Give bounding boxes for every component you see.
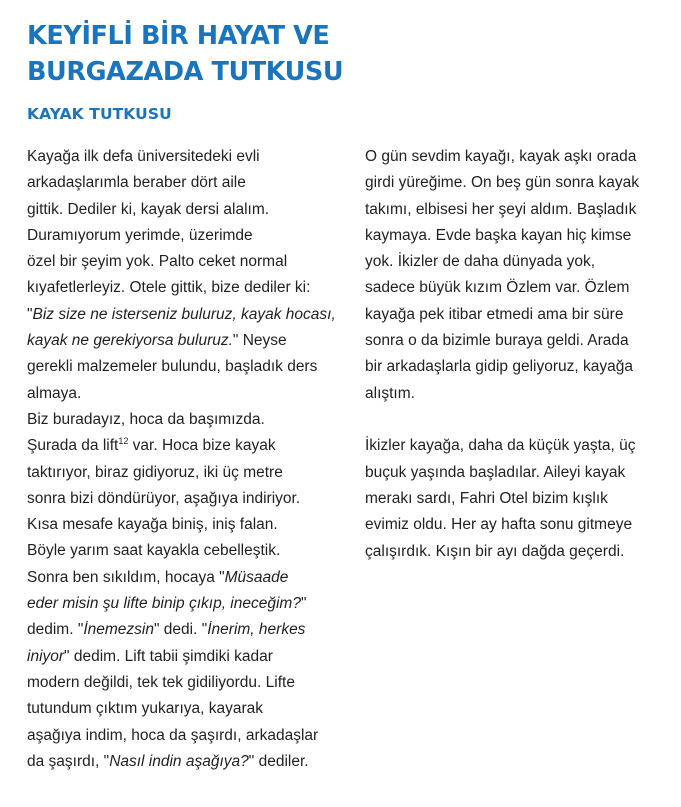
- text-line: taktırıyor, biraz gidiyoruz, iki üç metre: [27, 463, 283, 481]
- text-line: [27, 591, 349, 617]
- left-paragraph: [27, 144, 349, 775]
- text-fragment: " Neyse: [232, 332, 287, 350]
- quote-mark: ": [27, 305, 33, 323]
- text-line: çalışırdık. Kışın bir ayı dağda geçerdi.: [365, 542, 625, 560]
- text-line: Kısa mesafe kayağa biniş, iniş falan.: [27, 516, 278, 534]
- text-line: özel bir şeyim yok. Palto ceket normal: [27, 253, 288, 271]
- footnote-marker: 12: [118, 436, 129, 447]
- text-line: İkizler kayağa, daha da küçük yaşta, üç: [365, 437, 636, 455]
- text-line: Böyle yarım saat kayakla cebelleştik.: [27, 542, 281, 560]
- text-fragment: " dedim. Lift tabii şimdiki kadar: [64, 647, 273, 665]
- text-line: aşağıya indim, hoca da şaşırdı, arkadaşlar: [27, 726, 319, 744]
- text-line: almaya.: [27, 384, 82, 402]
- text-line: yok. İkizler de daha dünyada yok,: [365, 253, 596, 271]
- text-line: sonra bizi döndürüyor, aşağıya indiriyor.: [27, 489, 301, 507]
- text-line: kayağa pek itibar etmedi ama bir süre: [365, 305, 624, 323]
- italic-quote: Nasıl indin aşağıya?: [109, 752, 249, 770]
- text-line: [27, 617, 349, 643]
- right-column: [365, 144, 665, 565]
- text-line: [27, 565, 349, 591]
- chapter-title-line-1: KEYİFLİ BİR HAYAT VE: [27, 21, 330, 51]
- paragraph-gap: [365, 407, 665, 434]
- chapter-title-line-2: BURGAZADA TUTKUSU: [27, 57, 344, 87]
- right-paragraph-1: [365, 144, 665, 407]
- text-line: kıyafetlerleyiz. Otele gittik, bize dediler ki:: [27, 279, 311, 297]
- italic-quote: Biz size ne isterseniz buluruz, kayak hocası,: [32, 305, 336, 323]
- text-line: Biz buradayız, hoca da başımızda.: [27, 410, 265, 428]
- left-column: [27, 144, 349, 775]
- text-line: O gün sevdim kayağı, kayak aşkı orada: [365, 148, 637, 165]
- text-line: bir arkadaşlarla gidip geliyoruz, kayağa: [365, 358, 633, 376]
- text-fragment: dedim. ": [27, 621, 84, 639]
- text-line: tutundum çıktım yukarıya, kayarak: [27, 700, 264, 718]
- text-line: takımı, elbisesi her şeyi aldım. Başladık: [365, 200, 637, 218]
- italic-quote: İnemezsin: [83, 621, 154, 639]
- text-line: girdi yüreğime. On beş gün sonra kayak: [365, 174, 639, 192]
- text-line: [27, 749, 349, 775]
- text-line: alıştım.: [365, 384, 415, 402]
- text-fragment: " dedi. ": [154, 621, 208, 639]
- text-line: modern değildi, tek tek gidiliyordu. Lifte: [27, 673, 295, 691]
- text-line: buçuk yaşında başladılar. Aileyi kayak: [365, 463, 626, 481]
- italic-quote: Müsaade: [224, 568, 289, 586]
- text-line: [27, 328, 349, 354]
- right-paragraph-2: [365, 433, 665, 564]
- text-line: Duramıyorum yerimde, üzerimde: [27, 226, 253, 244]
- text-line: merakı sardı, Fahri Otel bizim kışlık: [365, 490, 608, 508]
- text-line: [27, 302, 349, 328]
- text-line: [27, 644, 349, 670]
- chapter-title: [27, 18, 343, 90]
- italic-quote: eder misin şu lifte binip çıkıp, ineceğim?: [27, 595, 301, 613]
- text-line: Kayağa ilk defa üniversitedeki evli: [27, 148, 260, 165]
- italic-quote: İnerim, herkes: [207, 621, 306, 639]
- text-line: sadece büyük kızım Özlem var. Özlem: [365, 279, 630, 297]
- text-fragment: " dediler.: [248, 752, 309, 770]
- italic-quote: iniyor: [27, 647, 65, 665]
- text-fragment: var. Hoca bize kayak: [128, 437, 276, 455]
- text-line: sonra o da bizimle buraya geldi. Arada: [365, 332, 629, 350]
- section-subtitle: KAYAK TUTKUSU: [27, 105, 172, 123]
- text-line: [27, 433, 349, 459]
- text-fragment: Şurada da lift: [27, 437, 119, 455]
- text-fragment: da şaşırdı, ": [27, 752, 110, 770]
- text-line: kaymaya. Evde başka kayan hiç kimse: [365, 226, 632, 244]
- text-line: gittik. Dediler ki, kayak dersi alalım.: [27, 200, 270, 218]
- italic-quote: kayak ne gerekiyorsa buluruz.: [27, 332, 233, 350]
- quote-mark: ": [300, 595, 307, 613]
- text-fragment: Sonra ben sıkıldım, hocaya ": [27, 568, 225, 586]
- text-line: gerekli malzemeler bulundu, başladık ders: [27, 358, 318, 376]
- text-line: evimiz oldu. Her ay hafta sonu gitmeye: [365, 516, 633, 534]
- text-line: arkadaşlarımla beraber dört aile: [27, 174, 246, 192]
